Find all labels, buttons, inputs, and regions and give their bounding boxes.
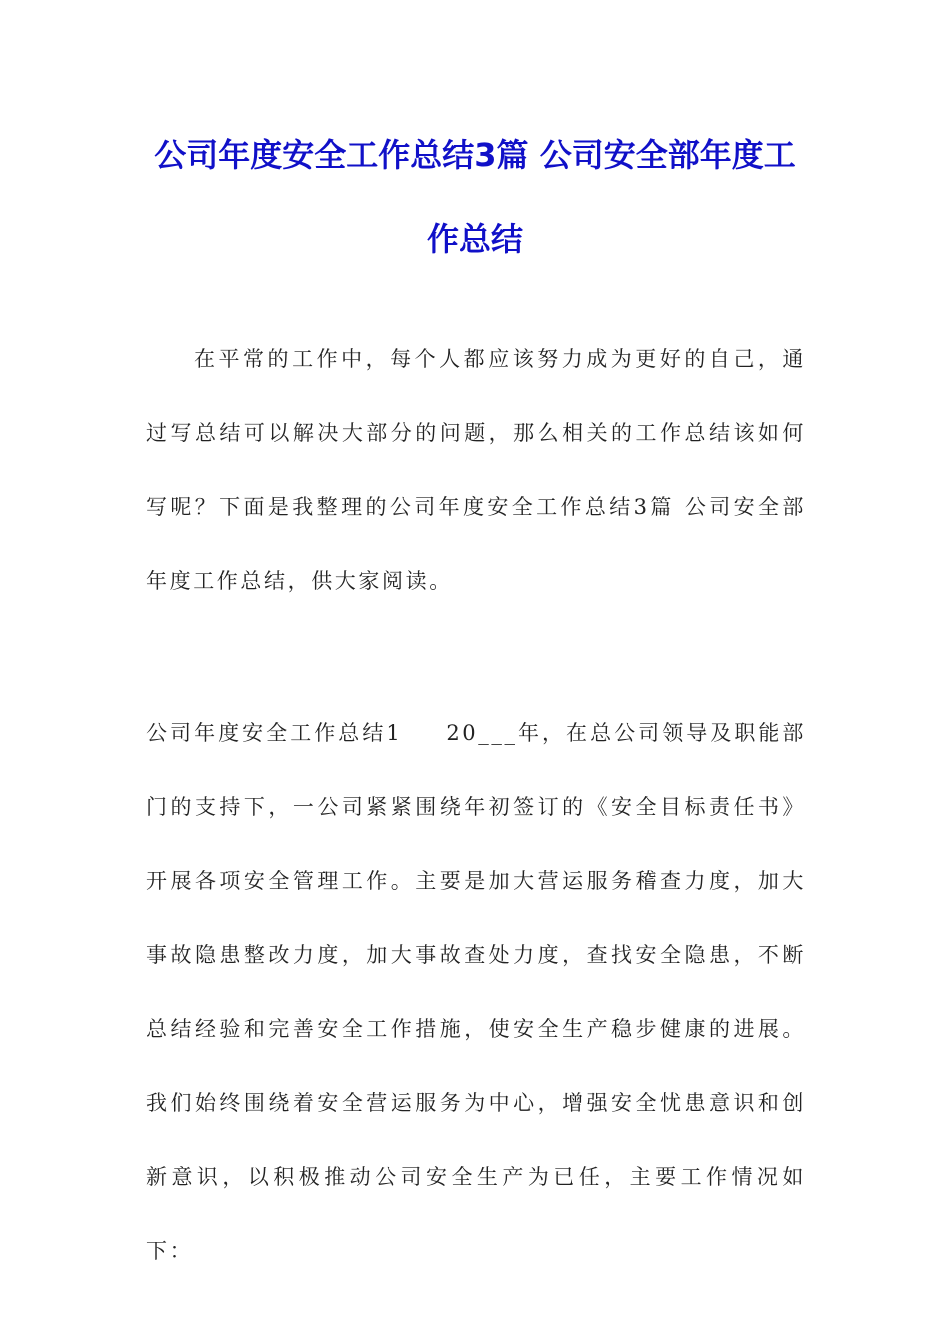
intro-paragraph: 在平常的工作中，每个人都应该努力成为更好的自己，通过写总结可以解决大部分的问题，那么相关的工作总结该如何写呢？下面是我整理的公司年度安全工作总结3篇 公司安全部年度工作总结，供大家阅读。 <box>146 347 806 593</box>
document-title: 公司年度安全工作总结3篇 公司安全部年度工作总结 <box>154 136 796 258</box>
section-1-heading: 公司年度安全工作总结1 <box>146 721 403 745</box>
section-1-body: 20___年，在总公司领导及职能部门的支持下，一公司紧紧围绕年初签订的《安全目标责任书》开展各项安全管理工作。主要是加大营运服务稽查力度，加大事故隐患整改力度，加大事故查处力度，查找安全隐患，不断总结经验和完善安全工作措施，使安全生产稳步健康的进展。我们始终围绕着安全营运服务为中心，增强安全忧患意识和创新意识，以积极推动公司安全生产为已任，主要工作情况如下： <box>146 721 806 1263</box>
section-1-paragraph <box>146 696 806 1288</box>
